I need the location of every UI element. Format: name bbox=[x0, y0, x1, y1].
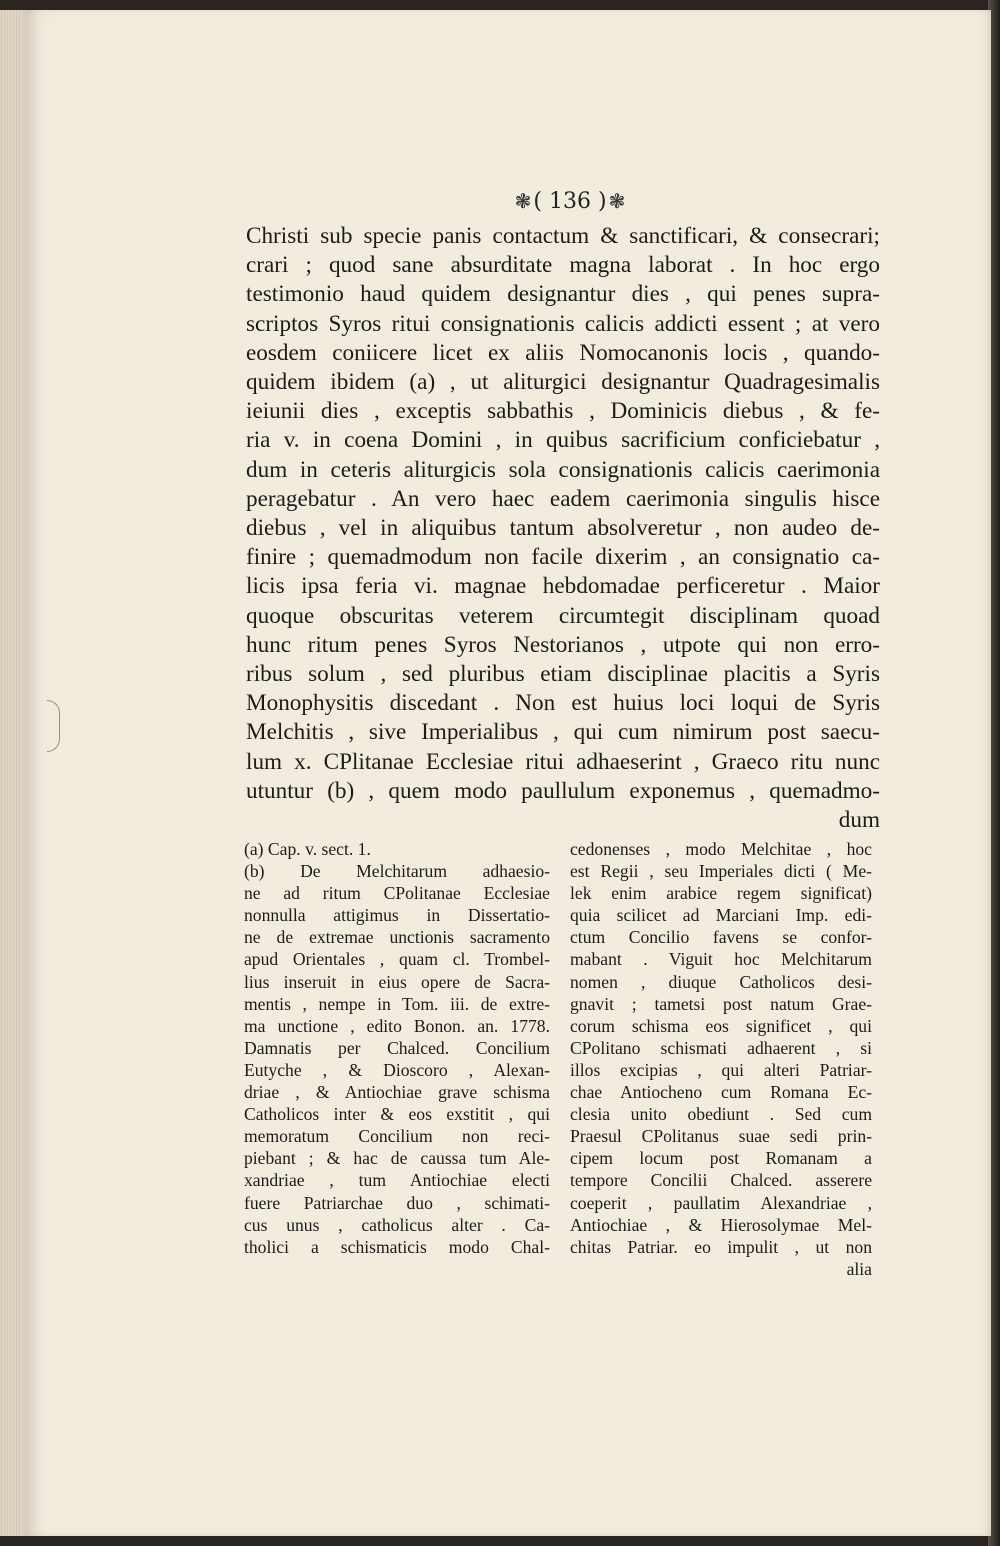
footnote-line: tempore Concilii Chalced. asserere bbox=[570, 1170, 872, 1191]
footnote-line: piebant ; & hac de caussa tum Ale- bbox=[244, 1148, 550, 1169]
footnote-line: tholici a schismaticis modo Chal- bbox=[244, 1236, 550, 1257]
footnote-line: driae , & Antiochiae grave schisma bbox=[244, 1082, 550, 1103]
footnote-line: mentis , nempe in Tom. iii. de extre- bbox=[244, 993, 550, 1014]
page-number: ( 136 ) bbox=[533, 188, 607, 214]
body-line: ria v. in coena Domini , in quibus sacrificium conficiebatur , bbox=[246, 427, 880, 454]
footnote-line: Damnatis per Chalced. Concilium bbox=[244, 1037, 550, 1058]
body-line: dum in ceteris aliturgicis sola consignationis calicis caerimonia bbox=[246, 456, 880, 483]
footnote-line: CPolitano schismati adhaerent , si bbox=[570, 1037, 872, 1058]
page-header bbox=[500, 186, 640, 216]
footnote-line: Catholicos inter & eos exstitit , qui bbox=[244, 1104, 550, 1125]
body-line: ieiunii dies , exceptis sabbathis , Dominicis diebus , & fe- bbox=[246, 398, 880, 425]
body-line: quidem ibidem (a) , ut aliturgici designantur Quadragesimalis bbox=[246, 369, 880, 396]
footnote-line: ctum Concilio favens se confor- bbox=[570, 927, 872, 948]
footnote-line: cipem locum post Romanam a bbox=[570, 1148, 872, 1169]
footnotes-right-column bbox=[570, 838, 872, 1280]
footnote-line: apud Orientales , quam cl. Trombel- bbox=[244, 949, 550, 970]
body-line: hunc ritum penes Syros Nestorianos , utpote qui non erro- bbox=[246, 631, 880, 658]
body-line: diebus , vel in aliquibus tantum absolveretur , non audeo de- bbox=[246, 515, 880, 542]
body-line: Christi sub specie panis contactum & sanctificari, & consecrari; bbox=[246, 223, 880, 249]
footnote-line: corum schisma eos significet , qui bbox=[570, 1015, 872, 1036]
footnote-line: quia scilicet ad Marciani Imp. edi- bbox=[570, 905, 872, 926]
footnote-line: fuere Patriarchae duo , schimati- bbox=[244, 1192, 550, 1213]
footnote-line: lek enim arabice regem significat) bbox=[570, 883, 872, 904]
footnote-line: chae Antiocheno cum Romana Ec- bbox=[570, 1082, 872, 1103]
footnote-line: memoratum Concilium non reci- bbox=[244, 1126, 550, 1147]
footnote-line: coeperit , paullatim Alexandriae , bbox=[570, 1192, 872, 1213]
footnote-line: Eutyche , & Dioscoro , Alexan- bbox=[244, 1059, 550, 1080]
footnote-line: (b) De Melchitarum adhaesio- bbox=[244, 861, 550, 882]
body-line: finire ; quemadmodum non facile dixerim , an consignatio ca- bbox=[246, 544, 880, 571]
footnote-line: ma unctione , edito Bonon. an. 1778. bbox=[244, 1015, 550, 1036]
footnote-line: clesia unito obediunt . Sed cum bbox=[570, 1104, 872, 1125]
book-spine-edge bbox=[0, 10, 22, 1536]
footnote-line: est Regii , seu Imperiales dicti ( Me- bbox=[570, 861, 872, 882]
page-tab-mark bbox=[47, 700, 60, 752]
footnote-catchword: alia bbox=[846, 1258, 872, 1279]
ornament-left-icon: ❃ bbox=[514, 189, 532, 213]
ornament-right-icon: ❃ bbox=[608, 189, 626, 213]
footnote-line: gnavit ; tametsi post natum Grae- bbox=[570, 993, 872, 1014]
footnote-line: chitas Patriar. eo impulit , ut non bbox=[570, 1236, 872, 1257]
footnote-line: Antiochiae , & Hierosolymae Mel- bbox=[570, 1214, 872, 1235]
body-line: lum x. CPlitanae Ecclesiae ritui adhaeserint , Graeco ritu nunc bbox=[246, 748, 880, 775]
main-text-block bbox=[246, 222, 880, 835]
body-line: Monophysitis discedant . Non est huius loci loqui de Syris bbox=[246, 690, 880, 717]
footnote-line: mabant . Viguit hoc Melchitarum bbox=[570, 949, 872, 970]
body-line: scriptos Syros ritui consignationis calicis addicti essent ; at vero bbox=[246, 310, 880, 337]
footnote-line: illos excipias , qui alteri Patriar- bbox=[570, 1059, 872, 1080]
body-line: quoque obscuritas veterem circumtegit disciplinam quoad bbox=[246, 602, 880, 629]
body-line: crari ; quod sane absurditate magna laborat . In hoc ergo bbox=[246, 252, 880, 279]
footnote-line: nomen , diuque Catholicos desi- bbox=[570, 971, 872, 992]
footnote-line: nonnulla attigimus in Dissertatio- bbox=[244, 905, 550, 926]
footnote-line: cus unus , catholicus alter . Ca- bbox=[244, 1214, 550, 1235]
footnote-line: Praesul CPolitanus suae sedi prin- bbox=[570, 1126, 872, 1147]
footnote-line: ne ad ritum CPolitanae Ecclesiae bbox=[244, 883, 550, 904]
body-line: utuntur (b) , quem modo paullulum exponemus , quemadmo- bbox=[246, 777, 880, 804]
body-line: licis ipsa feria vi. magnae hebdomadae perficeretur . Maior bbox=[246, 573, 880, 600]
body-line: eosdem coniicere licet ex aliis Nomocanonis locis , quando- bbox=[246, 339, 880, 366]
footnote-line: cedonenses , modo Melchitae , hoc bbox=[570, 839, 872, 859]
body-line: ribus solum , sed pluribus etiam disciplinae placitis a Syris bbox=[246, 661, 880, 688]
footnotes-left-column bbox=[244, 838, 550, 1258]
body-line: peragebatur . An vero haec eadem caerimonia singulis hisce bbox=[246, 485, 880, 512]
footnote-line: lius inseruit in eius opere de Sacra- bbox=[244, 971, 550, 992]
body-line: testimonio haud quidem designantur dies , qui penes supra- bbox=[246, 281, 880, 308]
body-line: Melchitis , sive Imperialibus , qui cum nimirum post saecu- bbox=[246, 719, 880, 746]
footnote-line: xandriae , tum Antiochiae electi bbox=[244, 1170, 550, 1191]
footnote-line: ne de extremae unctionis sacramento bbox=[244, 927, 550, 948]
footnote-line: (a) Cap. v. sect. 1. bbox=[244, 839, 371, 859]
catchword: dum bbox=[838, 807, 880, 834]
